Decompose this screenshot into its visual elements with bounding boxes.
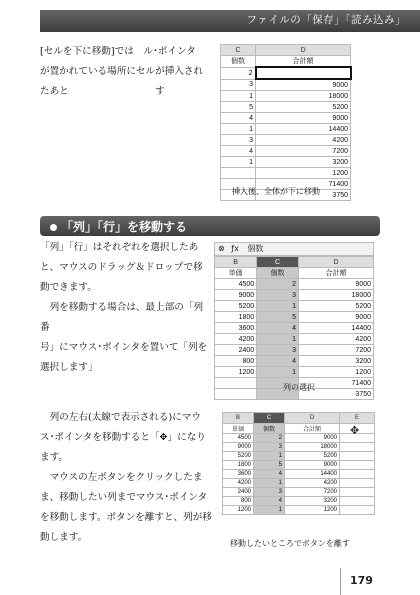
table-cell[interactable]: 3 [221, 135, 256, 146]
table-cell[interactable]: 2400 [223, 488, 254, 497]
table-cell[interactable]: 7200 [256, 146, 351, 157]
table-cell[interactable]: 9000 [285, 461, 340, 470]
table-cell[interactable] [340, 443, 375, 452]
table-cell[interactable]: 9000 [215, 290, 257, 301]
header-cell: 単価 [223, 424, 254, 434]
header-cell: 合計額 [285, 424, 340, 434]
table-cell[interactable]: 14400 [256, 124, 351, 135]
table-cell[interactable] [340, 506, 375, 515]
table-cell[interactable]: 9000 [256, 113, 351, 124]
table-cell[interactable]: 2 [257, 279, 299, 290]
table-cell[interactable]: 5 [257, 312, 299, 323]
table-row [223, 443, 375, 452]
table-cell[interactable]: 3200 [256, 157, 351, 168]
table-cell[interactable]: 5200 [285, 452, 340, 461]
table-cell[interactable]: 4 [257, 356, 299, 367]
section-title-text: 「列」「行」を移動する [61, 220, 188, 234]
table-cell[interactable]: 1200 [215, 367, 257, 378]
table-row [221, 157, 351, 168]
table-cell[interactable]: 3 [221, 79, 256, 91]
table-row [221, 124, 351, 135]
table-cell[interactable]: 1200 [256, 168, 351, 179]
table-cell[interactable]: 3 [254, 488, 285, 497]
spreadsheet-figure-2 [214, 256, 374, 400]
table-cell[interactable]: 3200 [285, 497, 340, 506]
table-row [223, 452, 375, 461]
table-cell[interactable]: 3600 [215, 323, 257, 334]
table-row [223, 497, 375, 506]
table-cell[interactable]: 5200 [215, 301, 257, 312]
figure-column-move [222, 412, 375, 515]
header-cell: 合計額 [298, 268, 373, 279]
table-cell[interactable]: 5 [221, 102, 256, 113]
table-cell[interactable]: 3 [254, 443, 285, 452]
col-header-c: C [221, 45, 256, 56]
table-cell[interactable]: 2400 [215, 345, 257, 356]
table-cell[interactable]: 9000 [298, 312, 373, 323]
formula-bar [214, 242, 374, 256]
table-cell[interactable]: 4200 [285, 479, 340, 488]
table-cell[interactable]: 3750 [256, 190, 351, 201]
table-cell[interactable] [340, 479, 375, 488]
table-cell[interactable]: 1800 [215, 312, 257, 323]
chapter-title: ファイルの「保存」「読み込み」 [246, 14, 406, 26]
formula-bar-value: 個数 [247, 244, 264, 253]
table-cell[interactable]: 1 [257, 301, 299, 312]
table-cell[interactable] [221, 168, 256, 179]
table-cell[interactable]: 1 [221, 124, 256, 135]
table-cell[interactable]: 1800 [223, 461, 254, 470]
table-cell[interactable] [340, 497, 375, 506]
col-header-b[interactable]: B [223, 413, 254, 424]
table-cell[interactable]: 1 [221, 157, 256, 168]
table-row [215, 367, 374, 378]
table-cell[interactable]: 4200 [298, 334, 373, 345]
table-cell[interactable]: 18000 [256, 91, 351, 102]
table-row [221, 91, 351, 102]
table-cell[interactable]: 2 [221, 67, 256, 79]
page-divider [340, 568, 341, 595]
table-cell[interactable] [340, 488, 375, 497]
table-cell[interactable]: 4 [257, 323, 299, 334]
table-row [215, 345, 374, 356]
table-row [223, 470, 375, 479]
table-cell[interactable]: 4 [221, 113, 256, 124]
table-cell[interactable]: 14400 [298, 323, 373, 334]
table-row [221, 102, 351, 113]
header-cell: 個数 [254, 424, 285, 434]
col-header-b[interactable]: B [215, 257, 257, 268]
table-row [223, 479, 375, 488]
table-row [223, 488, 375, 497]
table-row [215, 279, 374, 290]
table-cell[interactable]: 1 [257, 334, 299, 345]
col-header-c-selected[interactable]: C [257, 257, 299, 268]
table-row [215, 334, 374, 345]
table-cell[interactable]: 800 [215, 356, 257, 367]
table-cell[interactable]: 3600 [223, 470, 254, 479]
col-header-c-selected[interactable]: C [254, 413, 285, 424]
table-cell[interactable]: 9000 [256, 79, 351, 91]
table-cell[interactable]: 4500 [215, 279, 257, 290]
table-cell[interactable]: 1 [254, 506, 285, 515]
header-cell: 個数 [221, 56, 256, 68]
table-cell[interactable]: 9000 [223, 443, 254, 452]
table-cell[interactable]: 9000 [285, 434, 340, 443]
table-cell[interactable] [340, 452, 375, 461]
table-cell[interactable]: 800 [223, 497, 254, 506]
header-cell: 合計額 [256, 56, 351, 68]
table-cell[interactable] [340, 461, 375, 470]
table-row [215, 290, 374, 301]
table-row [221, 79, 351, 91]
table-row [221, 168, 351, 179]
col-header-d: D [256, 45, 351, 56]
table-row [215, 356, 374, 367]
header-cell: 個数 [257, 268, 299, 279]
table-cell[interactable]: 14400 [285, 470, 340, 479]
table-row [223, 461, 375, 470]
section-heading [50, 218, 187, 235]
table-cell[interactable]: 71400 [298, 378, 373, 389]
spreadsheet-figure-1 [220, 44, 352, 201]
table-row [221, 146, 351, 157]
header-cell: 単価 [215, 268, 257, 279]
figure-1-caption: 挿入後、全体が下に移動 [232, 187, 320, 196]
table-cell[interactable]: 5200 [298, 301, 373, 312]
table-cell[interactable]: 4 [254, 497, 285, 506]
table-row [223, 506, 375, 515]
table-row [221, 67, 351, 79]
table-cell[interactable]: 4200 [215, 334, 257, 345]
figure-3-caption: 移動したいところでボタンを離す [230, 539, 350, 548]
table-cell[interactable] [215, 389, 257, 400]
function-icon: ƒx [231, 244, 239, 253]
table-cell[interactable]: 5200 [223, 452, 254, 461]
page-number: 179 [350, 574, 373, 587]
table-cell[interactable]: 3 [257, 290, 299, 301]
cancel-icon: ⊗ [218, 244, 225, 253]
table-cell[interactable]: 4200 [256, 135, 351, 146]
table-cell[interactable]: 7200 [285, 488, 340, 497]
table-cell[interactable]: 4 [221, 146, 256, 157]
table-cell[interactable]: 2 [254, 434, 285, 443]
table-cell[interactable]: 18000 [298, 290, 373, 301]
table-cell[interactable]: 4500 [223, 434, 254, 443]
figure-insert-result [220, 44, 352, 201]
table-cell[interactable]: 1200 [298, 367, 373, 378]
table-cell[interactable]: 1 [221, 91, 256, 102]
table-row [215, 312, 374, 323]
figure-column-select [214, 242, 374, 400]
table-row [221, 113, 351, 124]
move-cursor-icon: ✥ [350, 424, 360, 437]
bullet-icon [50, 224, 57, 231]
table-cell[interactable]: 1 [254, 479, 285, 488]
table-cell[interactable]: 1 [257, 367, 299, 378]
column-select-paragraph: 「列」「行」はそれぞれを選択したあ と、マウスのドラッグ＆ドロップで移 動できます。 列を移動する場合は、最上部の「列番 号」にマウス･ポインタを置いて「列を 選択します」 [40, 242, 208, 373]
table-cell[interactable] [215, 378, 257, 389]
table-cell[interactable]: 1200 [223, 506, 254, 515]
table-cell[interactable]: 4200 [223, 479, 254, 488]
table-cell[interactable]: 5200 [256, 102, 351, 113]
column-move-paragraph: 列の左右(太線で表示される)にマウ ス･ポインタを移動すると「✥」になり ます。 マウスの左ボタンをクリックしたま ま、移動したい列までマウス･ポインタ を移動します。ボタンを離すと、列が移 動します。 [40, 412, 212, 543]
table-cell[interactable]: 3750 [298, 389, 373, 400]
table-cell[interactable]: 18000 [285, 443, 340, 452]
table-cell[interactable]: 71400 [256, 179, 351, 190]
table-cell[interactable]: 3 [257, 345, 299, 356]
table-row [215, 301, 374, 312]
table-cell[interactable]: 1200 [285, 506, 340, 515]
figure-2-caption: 列の選択 [283, 383, 315, 392]
table-row [221, 135, 351, 146]
table-cell[interactable]: 1 [254, 452, 285, 461]
intro-paragraph: [セルを下に移動]では ル･ポインタ が置かれている場所にセルが挿入され たあと す [40, 46, 204, 97]
table-cell[interactable] [340, 470, 375, 479]
table-cell[interactable]: 3200 [298, 356, 373, 367]
table-cell[interactable]: 9000 [298, 279, 373, 290]
table-cell[interactable]: 5 [254, 461, 285, 470]
col-header-d[interactable]: D [298, 257, 373, 268]
table-row [215, 323, 374, 334]
table-cell[interactable]: 4 [254, 470, 285, 479]
col-header-d[interactable]: D [285, 413, 340, 424]
table-cell[interactable]: 7200 [298, 345, 373, 356]
table-cell[interactable] [256, 67, 351, 79]
col-header-e[interactable]: E [340, 413, 375, 424]
